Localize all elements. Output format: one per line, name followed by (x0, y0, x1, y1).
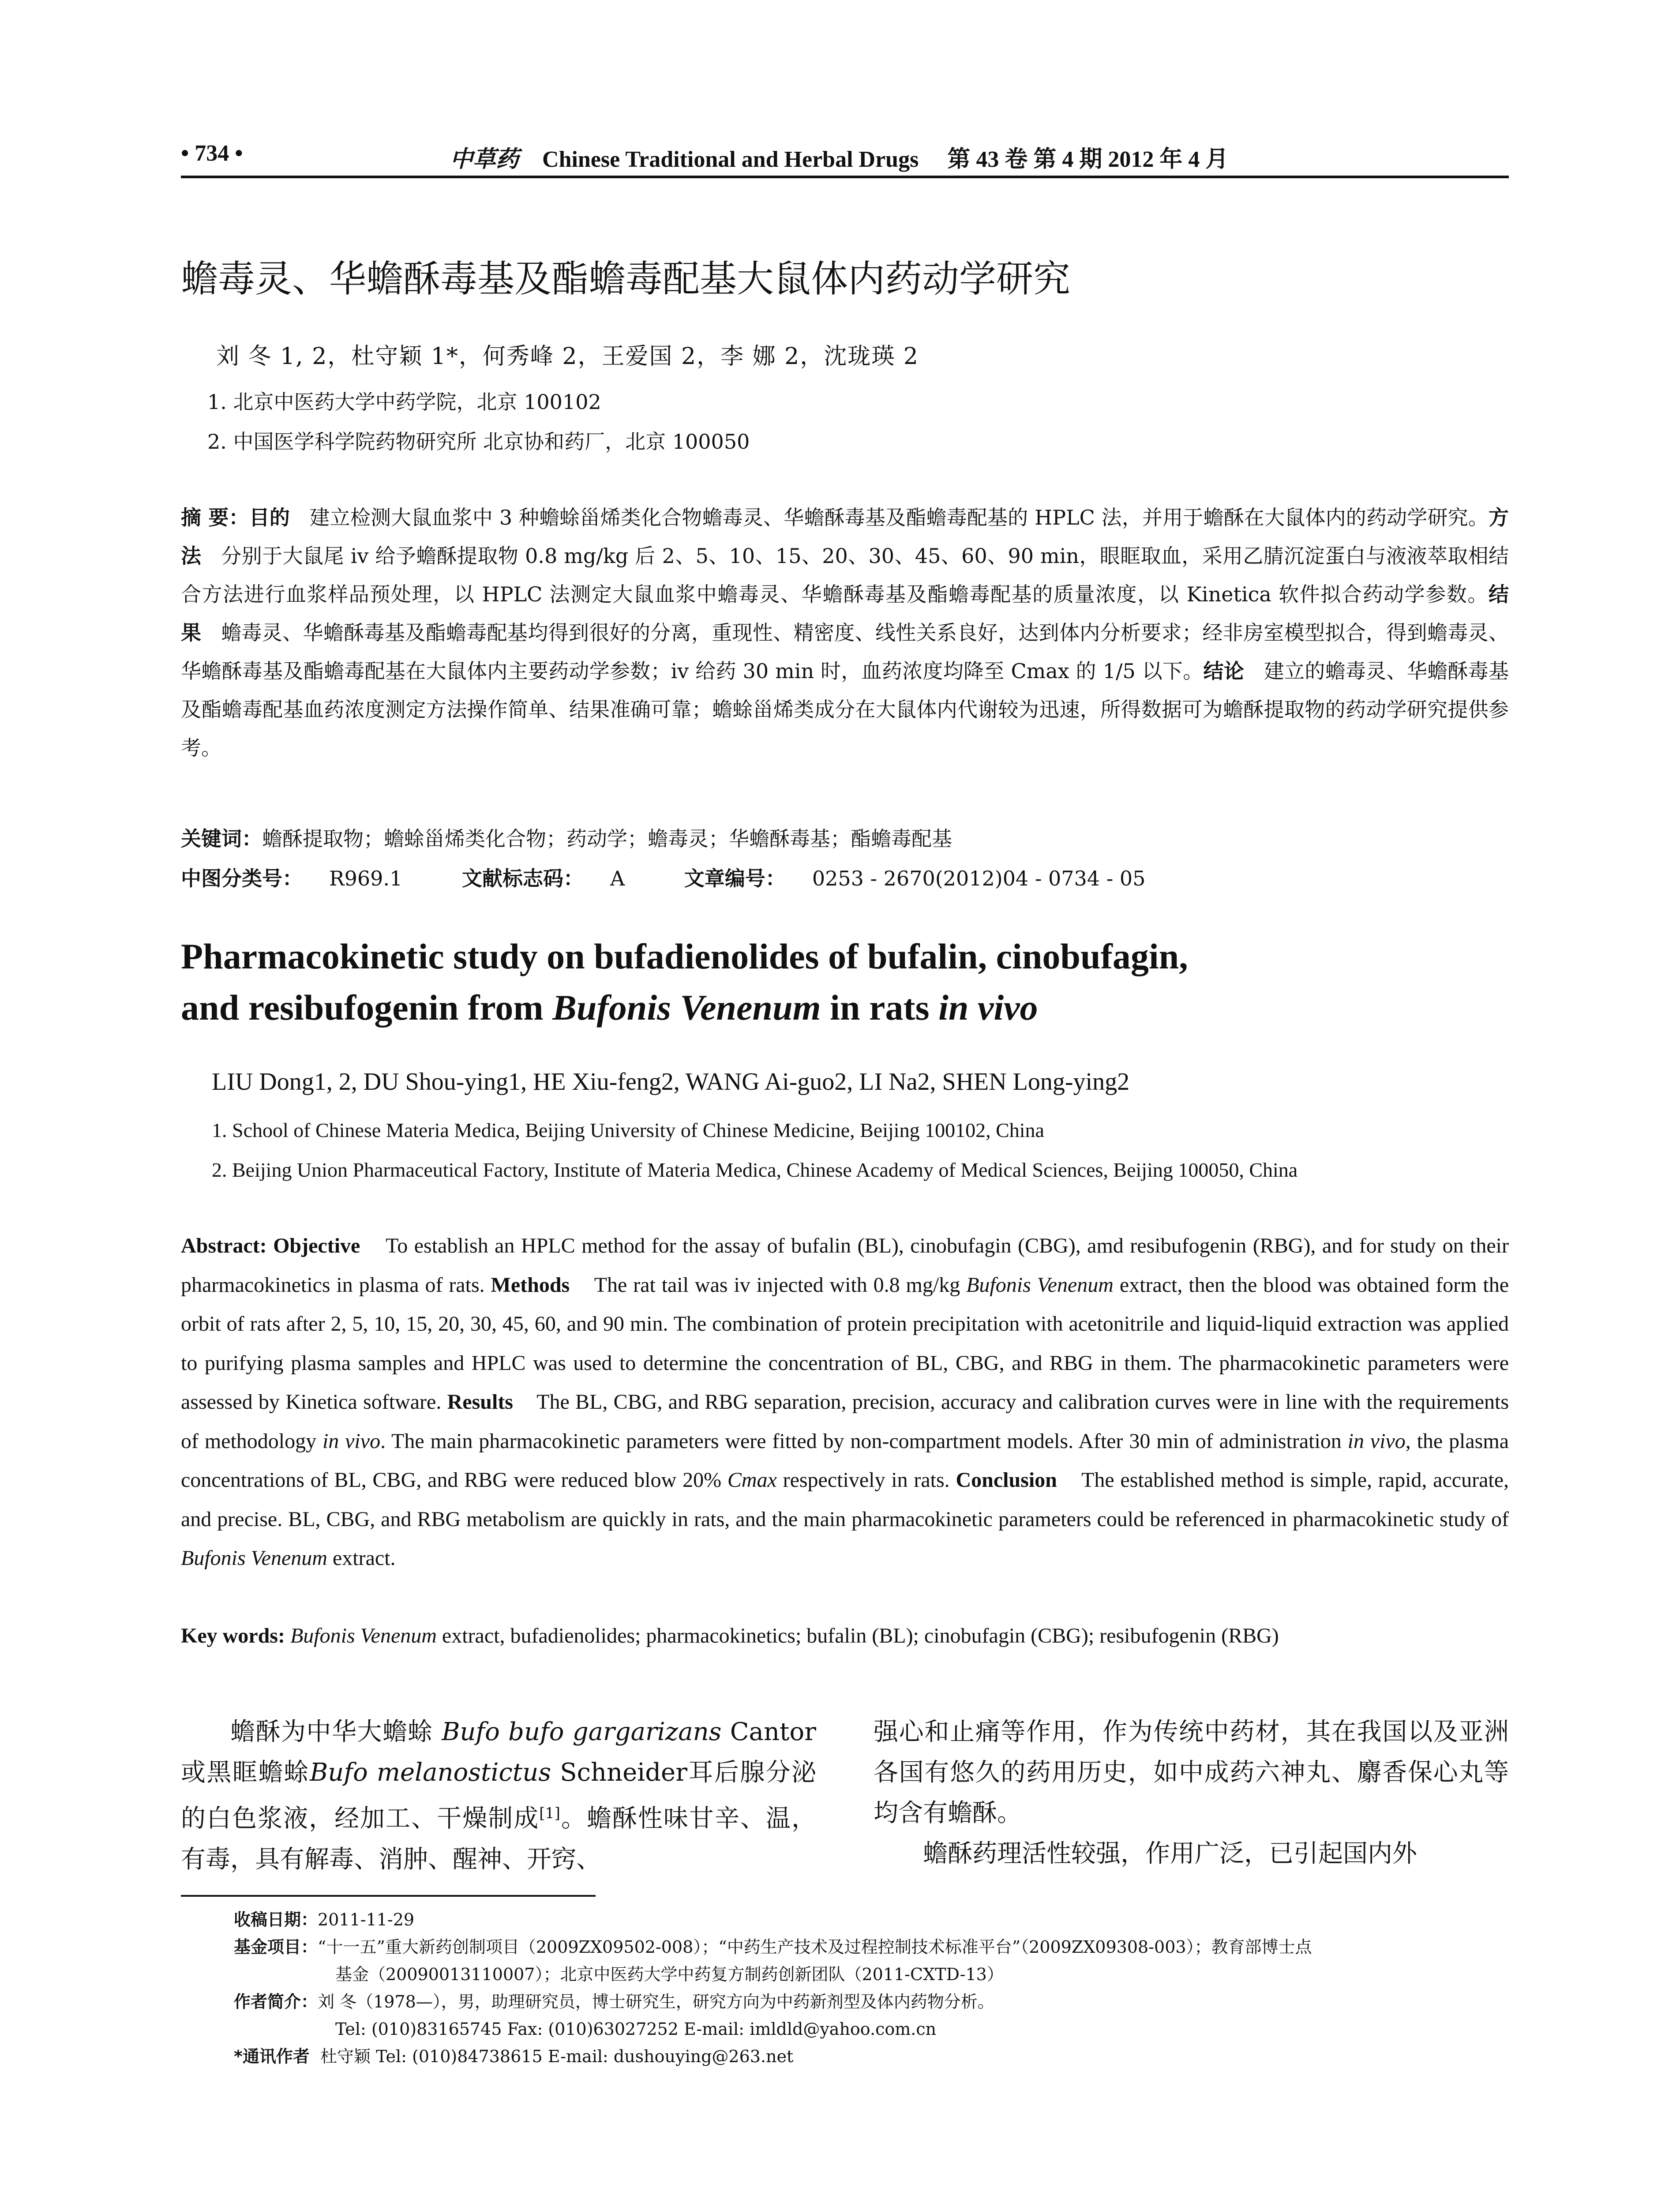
affiliation-en-2: 2. Beijing Union Pharmaceutical Factory, Institute of Materia Medica, Chinese Academy of Medical Sciences, Beijing 100050, China (212, 1159, 1298, 1181)
abstract-en: Abstract: Objective To establish an HPLC method for the assay of bufalin (BL), cinobufagin (CBG), amd resibufogenin (RBG), and for study on their pharmacokinetics in plasma of rats. Methods The rat tail was iv injected with 0.8 mg/kg Bufonis Venenum extract, then the blood was obtained form the orbit of rats after 2, 5, 10, 15, 20, 30, 45, 60, and 90 min. The combination of protein precipitation with acetonitrile and liquid-liquid extraction was applied to purifying plasma samples and HPLC was used to determine the concentration of BL, CBG, and RBG in them. The pharmacokinetic parameters were assessed by Kinetica software. Results The BL, CBG, and RBG separation, precision, accuracy and calibration curves were in line with the requirements of methodology in vivo. The main pharmacokinetic parameters were fitted by non-compartment models. After 30 min of administration in vivo, the plasma concentrations of BL, CBG, and RBG were reduced blow 20% Cmax respectively in rats. Conclusion The established method is simple, rapid, accurate, and precise. BL, CBG, and RBG metabolism are quickly in rats, and the main pharmacokinetic parameters could be referenced in pharmacokinetic study of Bufonis Venenum extract. (181, 1234, 1509, 1570)
body-paragraph-1-cont: 强心和止痛等作用，作为传统中药材，其在我国以及亚洲各国有悠久的药用历史，如中成药六神丸、麝香保心丸等均含有蟾酥。 (874, 1718, 1509, 1827)
header-rule (181, 176, 1509, 178)
methods-cn: 分别于大鼠尾 iv 给予蟾酥提取物 0.8 mg/kg 后 2、5、10、15、20、30、45、60、90 min，眼眶取血，采用乙腈沉淀蛋白与液液萃取相结合方法进行血浆样品预处理，以 HPLC 法测定大鼠血浆中蟾毒灵、华蟾酥毒基及酯蟾毒配基的质量浓度，以 Kinetica 软件拟合药动学参数。 (181, 544, 1509, 606)
clc-label: 中图分类号： (181, 867, 303, 890)
objective-cn: 建立检测大鼠血浆中 3 种蟾蜍甾烯类化合物蟾毒灵、华蟾酥毒基及酯蟾毒配基的 HPLC 法，并用于蟾酥在大鼠体内的药动学研究。 (309, 506, 1489, 529)
results-cn-label: 结果 (181, 582, 1509, 645)
authors-cn: 刘 冬 1, 2，杜守颖 1*，何秀峰 2，王爱国 2，李 娜 2，沈珑瑛 2 (216, 343, 919, 370)
affiliation-en-1: 1. School of Chinese Materia Medica, Beijing University of Chinese Medicine, Beijing 100102, China (212, 1119, 1044, 1141)
affiliation-cn-2: 2. 中国医学科学院药物研究所 北京协和药厂，北京 100050 (207, 430, 750, 454)
footnote-fund: 基金项目：“十一五”重大新药创制项目（2009ZX09502-008）；“中药生产技术及过程控制技术标准平台”（2009ZX09308-003）；教育部博士点 (234, 1937, 1312, 1957)
abstract-en-label: Abstract: Objective (181, 1234, 360, 1257)
abstract-cn-label: 摘 要： (181, 506, 249, 529)
footnote-rule (181, 1895, 596, 1897)
conclusion-cn-label: 结论 (1203, 659, 1245, 683)
body-paragraph-1: 蟾酥为中华大蟾蜍 Bufo bufo gargarizans Cantor或黑眶蟾蜍Bufo melanostictus Schneider耳后腺分泌的白色浆液，经加工、干燥制成[1]。蟾酥性味甘辛、温，有毒，具有解毒、消肿、醒神、开窍、 (181, 1718, 817, 1874)
doc-code-value: A (610, 867, 625, 890)
title-cn: 蟾毒灵、华蟾酥毒基及酯蟾毒配基大鼠体内药动学研究 (181, 257, 1071, 300)
journal-name-cn: 中草药 (450, 146, 519, 173)
footnotes (234, 1906, 1509, 2070)
title-en (181, 931, 1509, 1033)
footnote-author: 作者简介：刘 冬（1978—），男，助理研究员，博士研究生，研究方向为中药新剂型及体内药物分析。 (234, 1992, 994, 2011)
keywords-en-label: Key words: (181, 1624, 285, 1647)
journal-name-en: Chinese Traditional and Herbal Drugs (542, 147, 919, 172)
doc-code-label: 文献标志码： (461, 867, 584, 890)
title-en-line-1: Pharmacokinetic study on bufadienolides of bufalin, cinobufagin, (181, 936, 1188, 976)
keywords-cn-label: 关键词： (181, 827, 262, 851)
footnote-received: 收稿日期：2011-11-29 (234, 1910, 415, 1929)
body-paragraph-2: 蟾酥药理活性较强，作用广泛，已引起国内外 (923, 1839, 1417, 1868)
reference-1[interactable]: [1] (539, 1805, 560, 1822)
journal-line (450, 140, 1509, 173)
methods-cn-label: 方法 (181, 506, 1509, 568)
footnote-corresponding: *通讯作者 杜守颖 Tel: (010)84738615 E-mail: dushouying@263.net (234, 2047, 794, 2066)
conclusion-en-label: Conclusion (956, 1468, 1057, 1492)
keywords-cn (181, 823, 979, 852)
results-en-label: Results (447, 1390, 513, 1414)
keywords-cn-text: 蟾酥提取物；蟾蜍甾烯类化合物；药动学；蟾毒灵；华蟾酥毒基；酯蟾毒配基 (262, 827, 952, 851)
keywords-en: Key words: Bufonis Venenum extract, bufadienolides; pharmacokinetics; bufalin (BL); cinobufagin (CBG); resibufogenin (RBG) (181, 1624, 1279, 1647)
authors-en: LIU Dong1, 2, DU Shou-ying1, HE Xiu-feng2, WANG Ai-guo2, LI Na2, SHEN Long-ying2 (212, 1068, 1130, 1095)
article-no-label: 文章编号： (684, 867, 786, 890)
conclusion-cn: 建立的蟾毒灵、华蟾酥毒基及酯蟾毒配基血药浓度测定方法操作简单、结果准确可靠；蟾蜍甾烯类成分在大鼠体内代谢较为迅速，所得数据可为蟾酥提取物的药动学研究提供参考。 (181, 659, 1509, 760)
footnote-fund-cont: 基金（20090013110007）；北京中医药大学中药复方制药创新团队（2011-CXTD-13） (335, 1965, 1004, 1984)
objective-cn-label: 目的 (249, 506, 290, 529)
classification-line (181, 863, 1198, 892)
affiliation-cn-1: 1. 北京中医药大学中药学院，北京 100102 (207, 390, 601, 414)
page-number: • 734 • (181, 141, 243, 166)
clc-value: R969.1 (329, 867, 403, 890)
results-cn: 蟾毒灵、华蟾酥毒基及酯蟾毒配基均得到很好的分离，重现性、精密度、线性关系良好，达到体内分析要求；经非房室模型拟合，得到蟾毒灵、华蟾酥毒基及酯蟾毒配基在大鼠体内主要药动学参数；iv 给药 30 min 时，血药浓度均降至 Cmax 的 1/5 以下。 (181, 621, 1509, 683)
methods-en-label: Methods (491, 1273, 570, 1297)
article-no-value: 0253 - 2670(2012)04 - 0734 - 05 (812, 867, 1146, 890)
journal-issue: 第 43 卷 第 4 期 2012 年 4 月 (947, 147, 1229, 172)
abstract-cn (181, 499, 1509, 767)
footnote-author-contact: Tel: (010)83165745 Fax: (010)63027252 E-mail: imldld@yahoo.com.cn (335, 2019, 937, 2039)
title-en-line-2: and resibufogenin from Bufonis Venenum in rats in vivo (181, 987, 1038, 1028)
body-column-right (874, 1712, 1509, 1874)
body-column-left (181, 1712, 816, 1880)
